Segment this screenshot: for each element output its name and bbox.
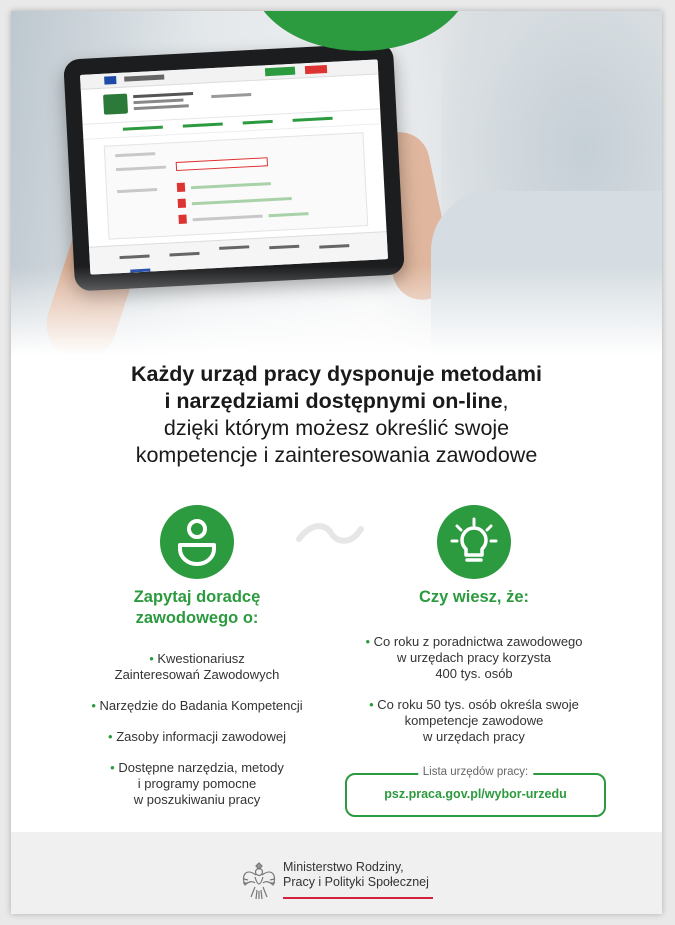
- headline-line2-bold: i narzędziami dostępnymi on-line: [164, 389, 503, 413]
- headline: [11, 361, 662, 469]
- list-item: • Kwestionariusz Zainteresowań Zawodowych: [114, 651, 280, 682]
- list-item: • Co roku 50 tys. osób określa swoje kompetencje zawodowe w urzędach pracy: [369, 697, 579, 744]
- left-heading-1: Zapytaj doradcę: [133, 588, 261, 606]
- tablet: [63, 43, 405, 292]
- hero-photo: [11, 11, 662, 356]
- eagle-emblem-icon: [239, 857, 279, 903]
- left-column: [61, 587, 333, 808]
- list-item: • Co roku z poradnictwa zawodowego w urzędach pracy korzysta 400 tys. osób: [365, 634, 583, 681]
- right-column: [333, 587, 615, 745]
- list-item: • Dostępne narzędzia, metody i programy pomocne w poszukiwaniu pracy: [110, 760, 284, 807]
- person-icon: [160, 505, 234, 579]
- tablet-screen: [80, 59, 388, 274]
- list-item: • Narzędzie do Badania Kompetencji: [91, 698, 303, 713]
- ministry-underline: [283, 897, 433, 899]
- poster: [11, 11, 662, 914]
- tilde-decoration: [295, 519, 365, 549]
- headline-line3: dzięki którym możesz określić swoje: [163, 416, 510, 440]
- headline-line4: kompetencje i zainteresowania zawodowe: [135, 443, 538, 467]
- link-label: Lista urzędów pracy:: [418, 766, 533, 778]
- left-heading-2: zawodowego o:: [135, 609, 259, 627]
- right-heading: Czy wiesz, że:: [418, 588, 530, 606]
- list-item: • Zasoby informacji zawodowej: [108, 729, 286, 744]
- lightbulb-icon: [437, 505, 511, 579]
- job-office-link-box[interactable]: [345, 766, 606, 817]
- headline-line1: Każdy urząd pracy dysponuje metodami: [131, 362, 542, 386]
- ministry-name: Ministerstwo Rodziny, Pracy i Polityki Społecznej: [283, 860, 429, 889]
- headline-line2-rest: ,: [502, 389, 509, 413]
- job-office-url[interactable]: psz.praca.gov.pl/wybor-urzedu: [384, 787, 567, 801]
